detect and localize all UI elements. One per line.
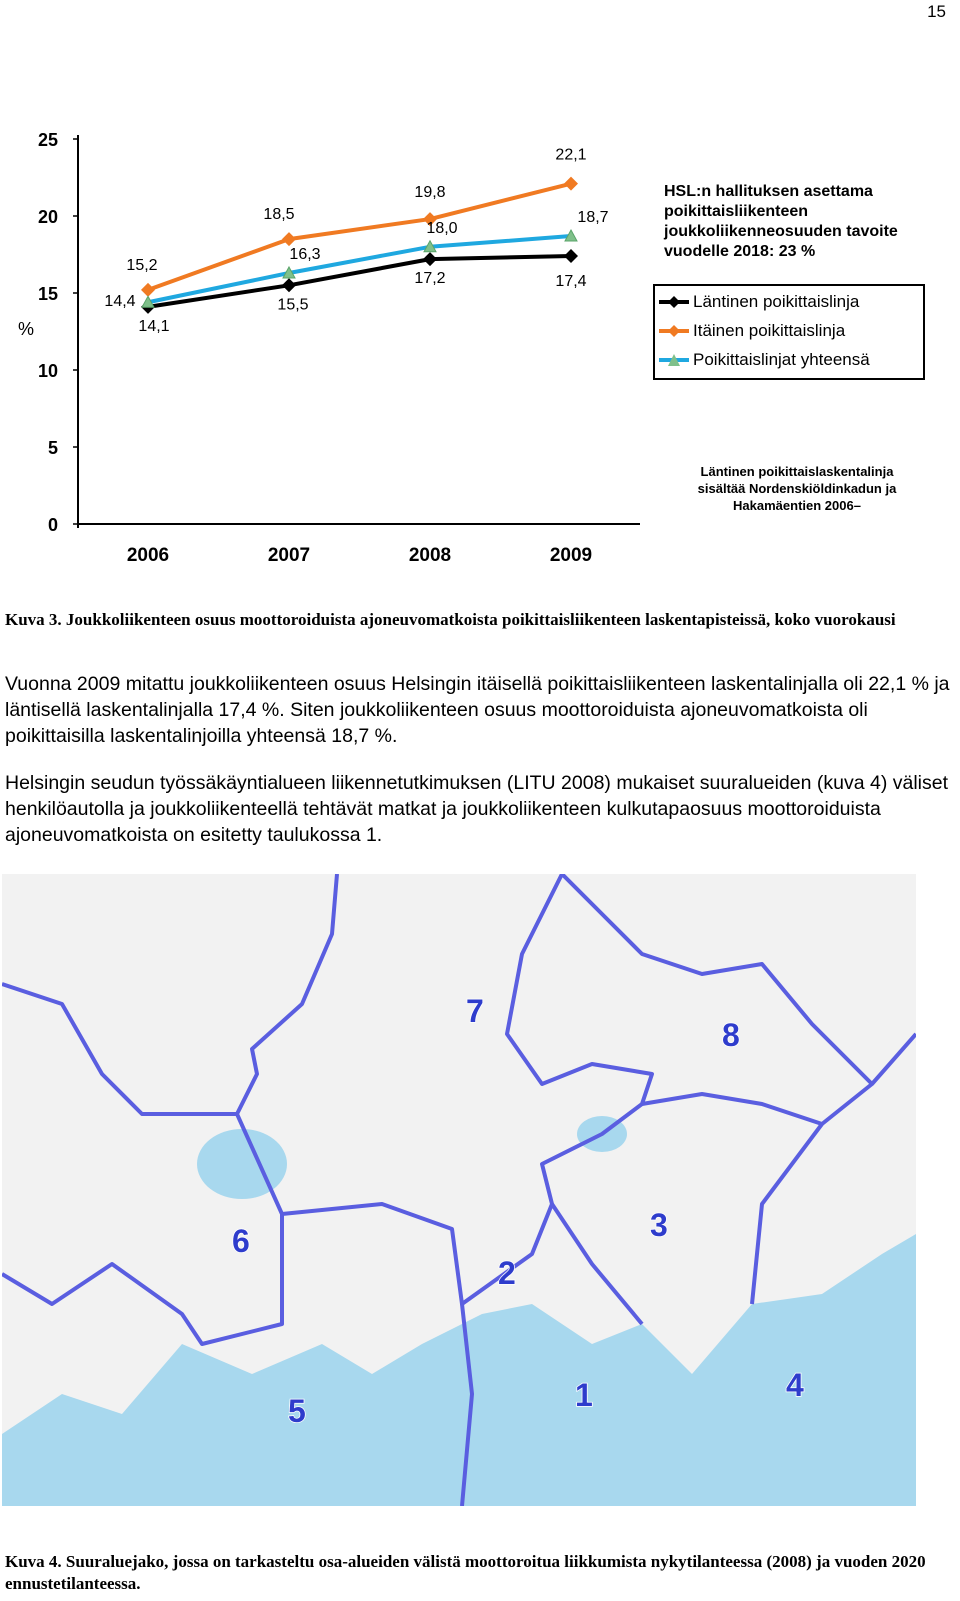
series-line bbox=[148, 256, 571, 307]
data-point bbox=[282, 278, 296, 292]
target-note: HSL:n hallituksen asettama poikittaisliikenteen joukkoliikenneosuuden tavoite vuodelle 2018: 23 % bbox=[664, 183, 898, 260]
paragraph-1: Vuonna 2009 mitattu joukkoliikenteen osuus Helsingin itäisellä poikittaisliikenteen laskentalinjalla oli 22,1 % ja läntisellä laskentalinjalla 17,4 %. Siten joukkoliikenteen osuus moottoroiduista ajoneuvomatkoista oli poikittaisilla laskentalinjoilla yhteensä 18,7 %. bbox=[5, 673, 950, 747]
data-label: 14,1 bbox=[138, 317, 170, 335]
x-tick-label: 2006 bbox=[126, 545, 170, 566]
paragraph-2: Helsingin seudun työssäkäyntialueen liikennetutkimuksen (LITU 2008) mukaiset suuralueiden (kuva 4) väliset henkilöautolla ja joukkoliikenteellä tehtävät matkat ja joukkoliikenteen kulkutapaosuus moottoroiduista ajoneuvomatkoista on esitetty taulukossa 1. bbox=[5, 772, 948, 846]
data-label: 14,4 bbox=[104, 293, 136, 311]
legend-marker-western bbox=[659, 295, 689, 309]
region-label-4: 4 bbox=[786, 1367, 804, 1403]
x-tick-label: 2008 bbox=[408, 545, 452, 566]
western-line-note: Läntinen poikittaislaskentalinja sisältää Nordenskiöldinkadun ja Hakamäentien 2006– bbox=[697, 464, 897, 513]
y-tick-label: 20 bbox=[37, 207, 58, 227]
legend-item-total bbox=[659, 347, 870, 373]
map-lake bbox=[197, 1129, 287, 1199]
region-label-7: 7 bbox=[466, 993, 484, 1029]
line-chart bbox=[0, 120, 650, 575]
data-label: 22,1 bbox=[555, 146, 587, 164]
data-label: 17,2 bbox=[414, 270, 446, 288]
data-point bbox=[141, 283, 155, 297]
y-tick-label: 15 bbox=[37, 284, 58, 304]
legend-label-total: Poikittaislinjat yhteensä bbox=[693, 350, 870, 369]
legend-label-eastern: Itäinen poikittaislinja bbox=[693, 321, 846, 340]
x-tick-label: 2009 bbox=[549, 545, 593, 566]
y-tick-label: 0 bbox=[47, 515, 58, 535]
data-point bbox=[282, 232, 296, 246]
y-tick-label: 25 bbox=[37, 130, 58, 150]
y-axis-label: % bbox=[18, 319, 35, 339]
chart-legend bbox=[653, 284, 925, 380]
data-point bbox=[564, 249, 578, 263]
figure-3-caption: Kuva 3. Joukkoliikenteen osuus moottoroiduista ajoneuvomatkoista poikittaisliikenteen laskentapisteissä, koko vuorokausi bbox=[5, 610, 896, 629]
region-label-3: 3 bbox=[650, 1207, 668, 1243]
region-label-8: 8 bbox=[722, 1017, 740, 1053]
region-label-5: 5 bbox=[288, 1393, 306, 1429]
x-tick-label: 2007 bbox=[267, 545, 311, 566]
data-label: 18,7 bbox=[577, 209, 609, 227]
figure-4-caption: Kuva 4. Suuraluejako, jossa on tarkasteltu osa-alueiden välistä moottoroitua liikkumista nykytilanteessa (2008) ja vuoden 2020 ennustetilanteessa. bbox=[5, 1552, 926, 1593]
legend-marker-total bbox=[659, 353, 689, 367]
y-tick-label: 5 bbox=[47, 438, 58, 458]
data-point bbox=[564, 177, 578, 191]
region-label-1: 1 bbox=[575, 1377, 593, 1413]
data-label: 18,5 bbox=[263, 206, 295, 224]
legend-item-western bbox=[659, 289, 859, 315]
data-label: 15,5 bbox=[277, 296, 309, 314]
region-label-6: 6 bbox=[232, 1223, 250, 1259]
data-label: 18,0 bbox=[426, 219, 458, 237]
data-label: 15,2 bbox=[126, 256, 158, 274]
region-label-2: 2 bbox=[498, 1255, 516, 1291]
data-label: 16,3 bbox=[289, 245, 321, 263]
legend-item-eastern bbox=[659, 318, 845, 344]
legend-marker-eastern bbox=[659, 324, 689, 338]
page-number: 15 bbox=[927, 2, 946, 21]
region-map bbox=[2, 874, 916, 1506]
data-label: 17,4 bbox=[555, 273, 587, 291]
y-tick-label: 10 bbox=[37, 361, 58, 381]
legend-label-western: Läntinen poikittaislinja bbox=[693, 292, 860, 311]
data-label: 19,8 bbox=[414, 184, 446, 202]
data-point bbox=[423, 252, 437, 266]
